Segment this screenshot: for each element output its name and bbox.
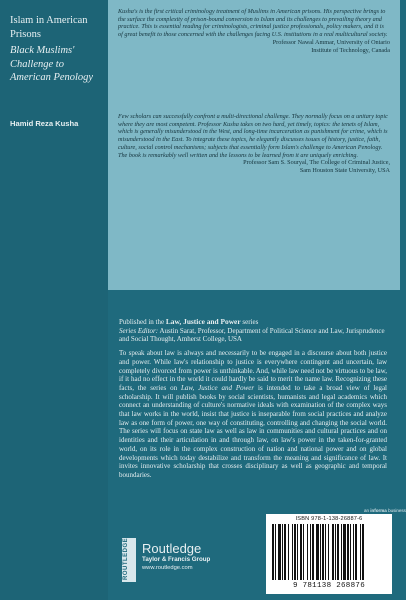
endorsements-panel: [108, 0, 400, 290]
author-name: Hamid Reza Kusha: [10, 119, 79, 128]
spine-panel: [0, 0, 108, 600]
informa-brand: informa: [370, 508, 387, 513]
book-title: [10, 14, 102, 85]
publisher-block: [142, 541, 210, 572]
barcode-icon: [272, 524, 386, 580]
endorsement-text: Few scholars can successfully confront a multi-directional challenge. They normally focus on a unitary topic where they are most competent. Professor Kusha takes on two hard, yet timely, topics: the tenets of Islam, which is generally misunderstood in the West, and long-time incarceration as punishment for crime, which is misunderstood in the East. To integrate these topics, he elegantly discusses issues of history, justice, faith, culture, social control mechanisms; subjects that essentially form Islam's challenge to American Penology. The book is remarkably well written and the lessons to be learned from it are uniquely enriching.: [118, 113, 388, 159]
series-editor: [119, 327, 387, 344]
endorsement-attribution: Sam Houston State University, USA: [299, 166, 390, 174]
book-subtitle: Black Muslims' Challenge to American Penology: [10, 45, 94, 83]
endorsement-quote: [118, 8, 390, 54]
series-published-prefix: Published in the: [119, 318, 165, 326]
informa-prefix: an: [364, 508, 370, 513]
series-published-suffix: series: [242, 318, 259, 326]
series-paragraph: [119, 349, 387, 480]
endorsement-attribution: Professor Sam S. Souryal, The College of Criminal Justice,: [243, 159, 390, 167]
book-title-main: Islam in American Prisons: [10, 15, 88, 40]
barcode-box: [266, 514, 392, 594]
isbn-label: ISBN 978-1-138-26887-6: [295, 516, 363, 522]
endorsement-text: Kusha's is the first critical criminology treatment of Muslims in American prisons. His perspective brings to the surface the complexity of prison-bound conversion to Islam and its challenges to prevailing theory and practice. This is essential reading for criminologists, criminal justice professionals, policy makers, and it is of great benefit to those concerned with the challenges facing U.S. institutions in a real multicultural society.: [118, 8, 388, 39]
series-published-line: [119, 318, 387, 327]
informa-business-mark: [364, 508, 406, 513]
series-description: [119, 318, 387, 480]
routledge-logo: [122, 538, 136, 582]
publisher-name: Routledge: [142, 541, 202, 556]
series-paragraph-part2: is intended to take a broad view of legal scholarship. It will publish books by social scientists, humanists and legal academics which connect an understanding of culture's normative ideals with examination of the complex ways that law works in the world, insist that justice is inseparable from social practices and analyze law as one form of power, one way of constituting, controlling and changing the social world. The series will focus on state law as well as law in communities and cultural practices and on identities and their articulation in and through law, on law's power in the taken-for-granted world, on its role in the complex construction of nation and national power and on global developments which today destabilize and transform the meaning and significance of law. It invites innovative scholarship that crosses disciplinary as well as geographic and temporal boundaries.: [119, 383, 388, 479]
series-paragraph-part1: To speak about law is always and necessarily to be engaged in a discourse about both justice and power. While law's relationship to justice is everywhere contingent and uncertain, law completely divorced from power is unthinkable. And, while law need not be virtuous to be law, if it had no effect in the world it could hardly be said to merit the name law. Recognizing these facts, the series on: [119, 349, 387, 392]
series-editor-text: Austin Sarat, Professor, Department of Political Science and Law, Jurisprudence and Social Thought, Amherst College, USA: [119, 326, 385, 344]
publisher-url: www.routledge.com: [142, 565, 193, 571]
endorsement-attribution: Institute of Technology, Canada: [311, 46, 390, 54]
series-paragraph-italic: Law, Justice and Power: [180, 383, 255, 392]
endorsement-quote: [118, 113, 390, 175]
series-editor-label: Series Editor:: [119, 326, 159, 335]
endorsement-attribution: Professor Nawal Ammar, University of Ontario: [272, 38, 390, 46]
series-name: Law, Justice and Power: [165, 317, 241, 326]
barcode-number: 9 781138 268876: [292, 582, 365, 590]
routledge-logo-text: ROUTLEDGE: [123, 537, 129, 580]
informa-suffix: business: [388, 508, 406, 513]
publisher-group: Taylor & Francis Group: [142, 556, 211, 563]
